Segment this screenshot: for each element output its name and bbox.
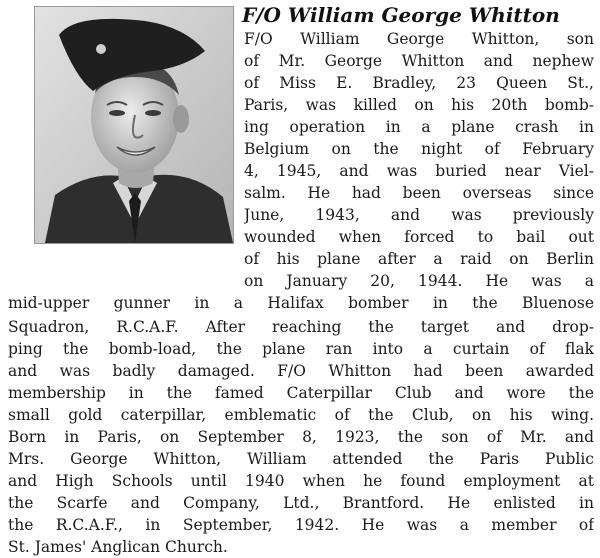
body-line: of Miss E. Bradley, 23 Queen St.,: [244, 74, 594, 92]
body-line: 4, 1945, and was buried near Viel-: [244, 162, 594, 180]
body-line-last: St. James' Anglican Church.: [8, 538, 228, 556]
body-line: F/O William George Whitton, son: [244, 30, 594, 48]
portrait-illustration: [35, 7, 233, 243]
portrait-photo: [34, 6, 234, 244]
body-line: June, 1943, and was previously: [244, 206, 594, 224]
body-line: membership in the famed Caterpillar Club and wore the: [8, 384, 594, 402]
body-line: Belgium on the night of February: [244, 140, 594, 158]
body-line: and High Schools until 1940 when he found employment at: [8, 472, 594, 490]
body-line: the R.C.A.F., in September, 1942. He was a member of: [8, 516, 594, 534]
body-line: of Mr. George Whitton and nephew: [244, 52, 594, 70]
body-line: Squadron, R.C.A.F. After reaching the target and drop-: [8, 318, 594, 336]
body-line: and was badly damaged. F/O Whitton had been awarded: [8, 362, 594, 380]
body-line: of his plane after a raid on Berlin: [244, 250, 594, 268]
body-line: small gold caterpillar, emblematic of the Club, on his wing.: [8, 406, 594, 424]
body-line: on January 20, 1944. He was a: [244, 272, 594, 290]
body-line: ing operation in a plane crash in: [244, 118, 594, 136]
body-line: wounded when forced to bail out: [244, 228, 594, 246]
body-line: the Scarfe and Company, Ltd., Brantford. He enlisted in: [8, 494, 594, 512]
body-line: mid-upper gunner in a Halifax bomber in the Bluenose: [8, 294, 594, 312]
obituary-heading: F/O William George Whitton: [242, 3, 560, 27]
body-line: Paris, was killed on his 20th bomb-: [244, 96, 594, 114]
body-line: Born in Paris, on September 8, 1923, the son of Mr. and: [8, 428, 594, 446]
body-line: salm. He had been overseas since: [244, 184, 594, 202]
body-line: Mrs. George Whitton, William attended the Paris Public: [8, 450, 594, 468]
body-line: ping the bomb-load, the plane ran into a curtain of flak: [8, 340, 594, 358]
